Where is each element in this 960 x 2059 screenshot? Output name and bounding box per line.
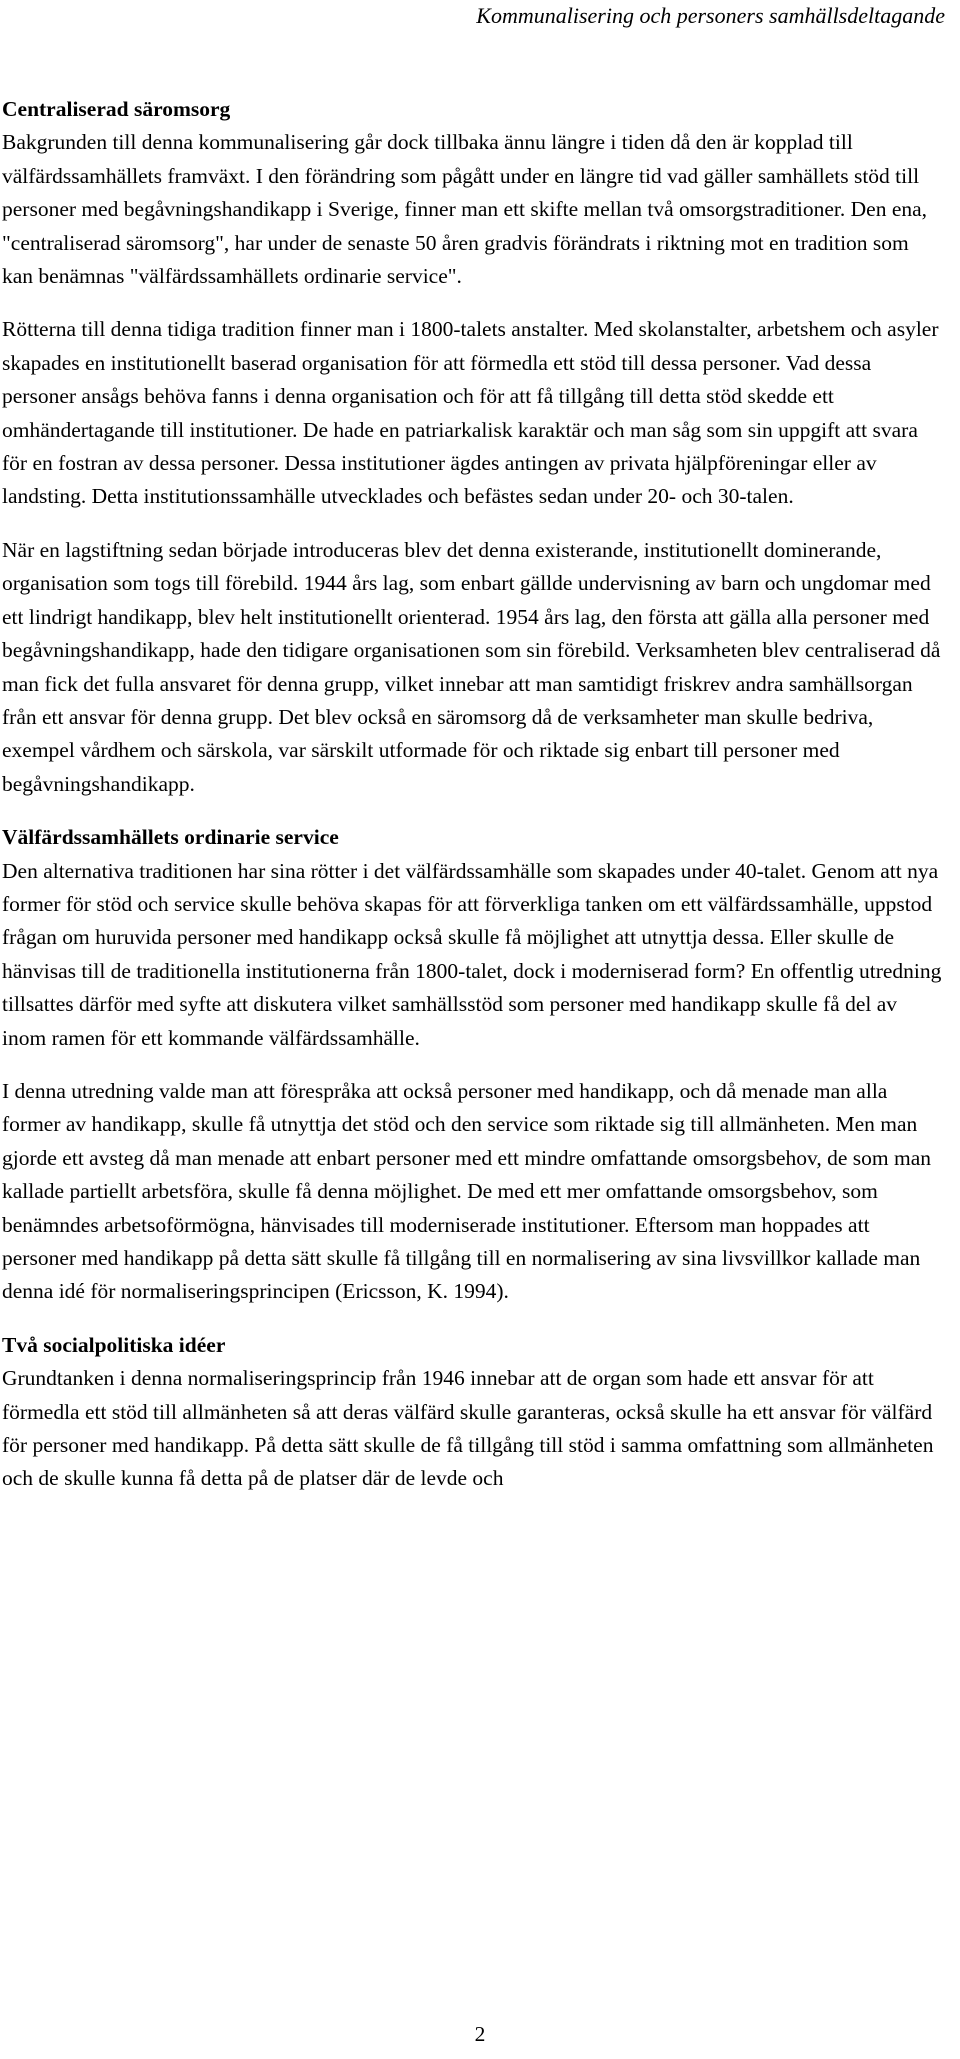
page-number: 2	[474, 2022, 486, 2046]
paragraph: Bakgrunden till denna kommunalisering går dock tillbaka ännu längre i tiden då den är kopplad till välfärdssamhällets framväxt. I den förändring som pågått under en längre tid vad gäller samhällets stöd till personer med begåvningshandikapp i Sverige, finner man ett skifte mellan två omsorgstraditioner. Den ena, "centraliserad säromsorg", har under de senaste 50 åren gradvis förändrats i riktning mot en tradition som kan benämnas "välfärdssamhällets ordinarie service".	[2, 130, 928, 289]
paragraph: Rötterna till denna tidiga tradition finner man i 1800-talets anstalter. Med skolanstalter, arbetshem och asyler skapades en institutionellt baserad organisation för att förmedla ett stöd till dessa personer. Vad dessa personer ansågs behöva fanns i denna organisation och för att få tillgång till detta stöd skedde ett omhändertagande till institutioner. De hade en patriarkalisk karaktär och man såg som sin uppgift att svara för en fostran av dessa personer. Dessa institutioner ägdes antingen av privata hjälpföreningar eller av landsting. Detta institutionssamhälle utvecklades och befästes sedan under 20- och 30-talen.	[2, 317, 939, 509]
section-heading: Välfärdssamhällets ordinarie service	[2, 825, 339, 850]
document-body	[2, 93, 942, 1516]
section-tva-ideer	[2, 1329, 942, 1496]
section-valfardssamhallet	[2, 821, 942, 1309]
section-heading: Centraliserad säromsorg	[2, 97, 231, 121]
paragraph: Grundtanken i denna normaliseringsprincip från 1946 innebar att de organ som hade ett ansvar för att förmedla ett stöd till allmänheten så att deras välfärd skulle garanteras, också skulle ha ett ansvar för välfärd för personer med handikapp. På detta sätt skulle de få tillgång till stöd i samma omfattning som allmänheten och de skulle kunna få detta på de platser där de levde och	[2, 1366, 934, 1491]
paragraph: Den alternativa traditionen har sina rötter i det välfärdssamhälle som skapades under 40-talet. Genom att nya former för stöd och service skulle behöva skapas för att förverkliga tanken om ett välfärdssamhälle, uppstod frågan om huruvida personer med handikapp också skulle få möjlighet att utnyttja dessa. Eller skulle de hänvisas till de traditionella institutionerna från 1800-talet, dock i moderniserad form? En offentlig utredning tillsattes därför med syfte att diskutera vilket samhällsstöd som personer med handikapp skulle få del av inom ramen för ett kommande välfärdssamhälle.	[2, 858, 942, 1050]
paragraph: När en lagstiftning sedan började introduceras blev det denna existerande, institutionellt dominerande, organisation som togs till förebild. 1944 års lag, som enbart gällde undervisning av barn och ungdomar med ett lindrigt handikapp, blev helt institutionellt orienterad. 1954 års lag, den första att gälla alla personer med begåvningshandikapp, hade den tidigare organisationen som sin förebild. Verksamheten blev centraliserad då man fick det fulla ansvaret för denna grupp, vilket innebar att man samtidigt friskrev andra samhällsorgan från ett ansvar för denna grupp. Det blev också en säromsorg då de verksamheter man skulle bedriva, exempel vårdhem och särskola, var särskilt utformade för och riktade sig enbart till personer med begåvningshandikapp.	[2, 537, 941, 796]
paragraph: I denna utredning valde man att förespråka att också personer med handikapp, och då menade man alla former av handikapp, skulle få utnyttja det stöd och den service som riktade sig till allmänheten. Men man gjorde ett avsteg då man menade att enbart personer med ett mindre omfattande omsorgsbehov, de som man kallade partiellt arbetsföra, skulle få denna möjlighet. De med ett mer omfattande omsorgsbehov, som benämndes arbetsoförmögna, hänvisades till moderniserade institutioner. Eftersom man hoppades att personer med handikapp på detta sätt skulle få tillgång till en normalisering av sina livsvillkor kallade man denna idé för normaliseringsprincipen (Ericsson, K. 1994).	[2, 1078, 931, 1304]
section-heading: Två socialpolitiska idéer	[2, 1332, 226, 1357]
running-header: Kommunalisering och personers samhällsdeltagande	[476, 3, 945, 28]
section-centraliserad	[2, 93, 942, 801]
